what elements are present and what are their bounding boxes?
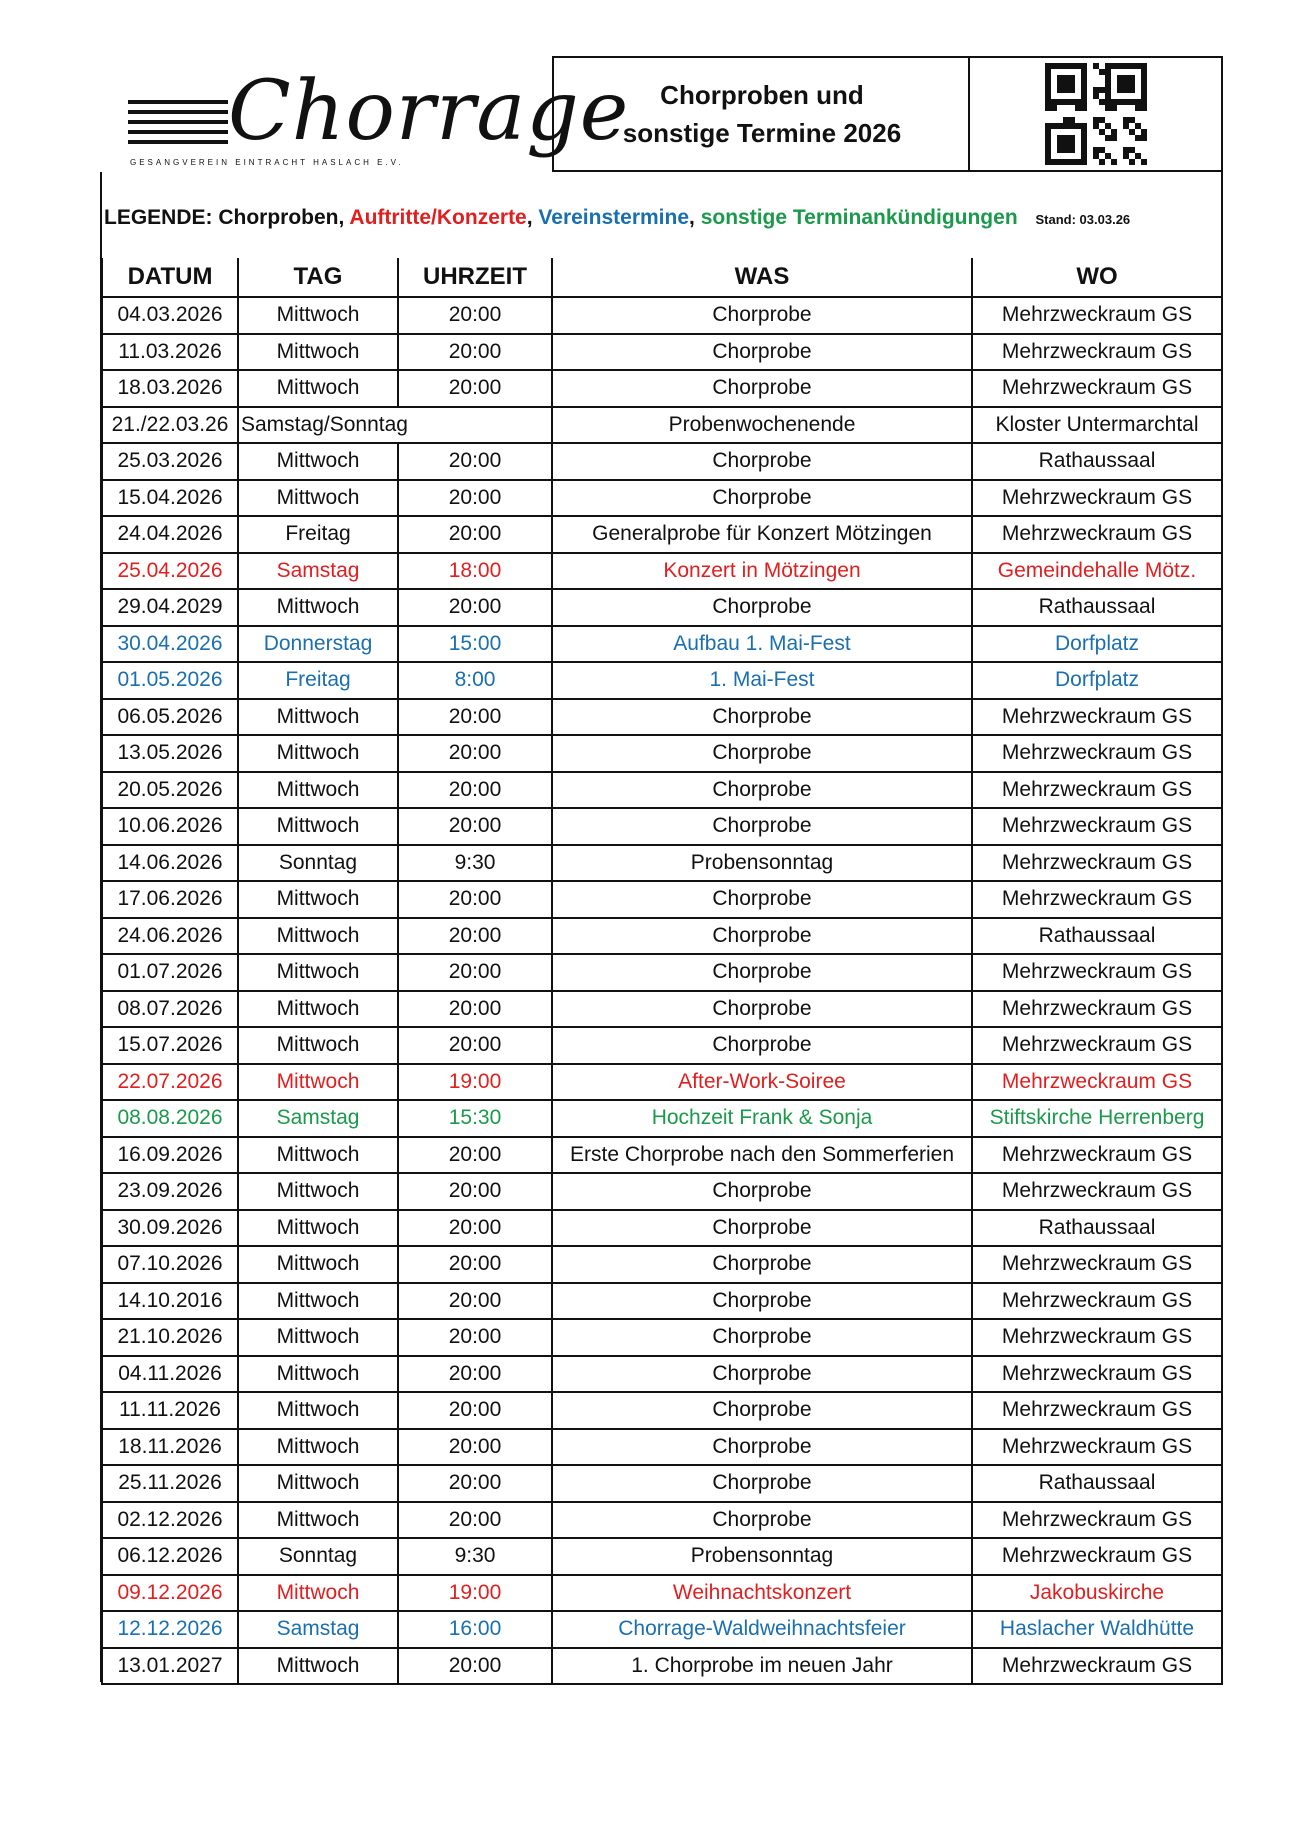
cell-wo: Rathaussaal: [972, 443, 1222, 480]
table-row: [102, 1027, 1222, 1064]
cell-tag: Mittwoch: [238, 918, 398, 955]
table-row: [102, 772, 1222, 809]
table-row: [102, 662, 1222, 699]
cell-tag: Mittwoch: [238, 297, 398, 334]
cell-wo: Mehrzweckraum GS: [972, 1283, 1222, 1320]
cell-was: Chorprobe: [552, 370, 972, 407]
table-row: [102, 1392, 1222, 1429]
table-row: [102, 1575, 1222, 1612]
cell-was: Chorprobe: [552, 991, 972, 1028]
cell-datum: 23.09.2026: [102, 1173, 238, 1210]
table-row: [102, 699, 1222, 736]
table-row: [102, 480, 1222, 517]
table-row: [102, 1064, 1222, 1101]
cell-uhrzeit: 20:00: [398, 1502, 552, 1539]
cell-datum: 14.06.2026: [102, 845, 238, 882]
title-line-2: sonstige Termine 2026: [622, 118, 902, 148]
cell-tag: Mittwoch: [238, 1246, 398, 1283]
cell-was: Chorprobe: [552, 1319, 972, 1356]
cell-tag: Sonntag: [238, 845, 398, 882]
cell-was: Chorprobe: [552, 954, 972, 991]
table-row: [102, 516, 1222, 553]
cell-uhrzeit: 20:00: [398, 1137, 552, 1174]
cell-was: After-Work-Soiree: [552, 1064, 972, 1101]
cell-datum: 25.03.2026: [102, 443, 238, 480]
cell-datum: 06.12.2026: [102, 1538, 238, 1575]
title-line-1: Chorproben und: [660, 80, 864, 110]
cell-was: Chorprobe: [552, 1210, 972, 1247]
cell-datum: 12.12.2026: [102, 1611, 238, 1648]
table-row: [102, 1648, 1222, 1685]
legend-chorproben: Chorproben: [218, 206, 339, 229]
table-row: [102, 370, 1222, 407]
cell-wo: Mehrzweckraum GS: [972, 1246, 1222, 1283]
cell-uhrzeit: 20:00: [398, 735, 552, 772]
cell-was: Probensonntag: [552, 1538, 972, 1575]
cell-tag: Mittwoch: [238, 1356, 398, 1393]
cell-uhrzeit: 20:00: [398, 1648, 552, 1685]
table-row: [102, 334, 1222, 371]
cell-was: Hochzeit Frank & Sonja: [552, 1100, 972, 1137]
header-datum: DATUM: [102, 258, 238, 297]
cell-datum: 25.11.2026: [102, 1465, 238, 1502]
cell-datum: 18.03.2026: [102, 370, 238, 407]
cell-datum: 14.10.2016: [102, 1283, 238, 1320]
cell-datum: 01.05.2026: [102, 662, 238, 699]
table-row: [102, 1356, 1222, 1393]
cell-was: 1. Mai-Fest: [552, 662, 972, 699]
cell-wo: Mehrzweckraum GS: [972, 1319, 1222, 1356]
header-was: WAS: [552, 258, 972, 297]
cell-uhrzeit: 16:00: [398, 1611, 552, 1648]
cell-uhrzeit: 19:00: [398, 1064, 552, 1101]
table-row: [102, 1100, 1222, 1137]
cell-datum: 20.05.2026: [102, 772, 238, 809]
cell-tag: Mittwoch: [238, 881, 398, 918]
cell-wo: Mehrzweckraum GS: [972, 1648, 1222, 1685]
table-row: [102, 735, 1222, 772]
cell-datum: 21.10.2026: [102, 1319, 238, 1356]
qr-box: [968, 56, 1223, 172]
table-row: [102, 553, 1222, 590]
cell-tag: Samstag/Sonntag: [238, 407, 552, 444]
table-row: [102, 1429, 1222, 1466]
cell-was: Chorrage-Waldweihnachtsfeier: [552, 1611, 972, 1648]
qr-code-icon[interactable]: [1045, 63, 1147, 165]
table-row: [102, 589, 1222, 626]
cell-tag: Mittwoch: [238, 589, 398, 626]
cell-datum: 18.11.2026: [102, 1429, 238, 1466]
cell-tag: Samstag: [238, 1100, 398, 1137]
cell-uhrzeit: 20:00: [398, 1392, 552, 1429]
cell-tag: Mittwoch: [238, 1465, 398, 1502]
cell-uhrzeit: 20:00: [398, 1246, 552, 1283]
cell-was: Chorprobe: [552, 1173, 972, 1210]
cell-tag: Mittwoch: [238, 334, 398, 371]
table-row: [102, 1246, 1222, 1283]
cell-wo: Mehrzweckraum GS: [972, 991, 1222, 1028]
cell-wo: Jakobuskirche: [972, 1575, 1222, 1612]
cell-uhrzeit: 20:00: [398, 1429, 552, 1466]
table-row: [102, 1465, 1222, 1502]
cell-datum: 07.10.2026: [102, 1246, 238, 1283]
cell-uhrzeit: 9:30: [398, 845, 552, 882]
cell-datum: 24.04.2026: [102, 516, 238, 553]
cell-was: Probenwochenende: [552, 407, 972, 444]
cell-tag: Mittwoch: [238, 1173, 398, 1210]
cell-wo: Mehrzweckraum GS: [972, 1356, 1222, 1393]
cell-tag: Freitag: [238, 516, 398, 553]
table-row: [102, 443, 1222, 480]
cell-was: Generalprobe für Konzert Mötzingen: [552, 516, 972, 553]
cell-tag: Sonntag: [238, 1538, 398, 1575]
table-row: [102, 1538, 1222, 1575]
cell-was: Weihnachtskonzert: [552, 1575, 972, 1612]
cell-wo: Dorfplatz: [972, 626, 1222, 663]
cell-wo: Mehrzweckraum GS: [972, 1392, 1222, 1429]
cell-wo: Mehrzweckraum GS: [972, 480, 1222, 517]
table-row: [102, 1283, 1222, 1320]
table-row: [102, 991, 1222, 1028]
cell-uhrzeit: 18:00: [398, 553, 552, 590]
logo-subtitle: GESANGVEREIN EINTRACHT HASLACH E.V.: [130, 158, 404, 167]
cell-wo: Rathaussaal: [972, 1465, 1222, 1502]
cell-wo: Mehrzweckraum GS: [972, 1429, 1222, 1466]
cell-tag: Mittwoch: [238, 735, 398, 772]
header-uhrzeit: UHRZEIT: [398, 258, 552, 297]
cell-tag: Freitag: [238, 662, 398, 699]
cell-was: Chorprobe: [552, 589, 972, 626]
cell-was: Chorprobe: [552, 443, 972, 480]
table-row: [102, 1137, 1222, 1174]
cell-tag: Mittwoch: [238, 772, 398, 809]
cell-wo: Dorfplatz: [972, 662, 1222, 699]
table-row: [102, 845, 1222, 882]
table-row: [102, 881, 1222, 918]
cell-wo: Stiftskirche Herrenberg: [972, 1100, 1222, 1137]
table-row: [102, 1210, 1222, 1247]
cell-tag: Mittwoch: [238, 1137, 398, 1174]
cell-datum: 08.08.2026: [102, 1100, 238, 1137]
cell-wo: Haslacher Waldhütte: [972, 1611, 1222, 1648]
cell-uhrzeit: 20:00: [398, 1173, 552, 1210]
table-row: [102, 1173, 1222, 1210]
cell-wo: Kloster Untermarchtal: [972, 407, 1222, 444]
cell-datum: 09.12.2026: [102, 1575, 238, 1612]
cell-datum: 15.04.2026: [102, 480, 238, 517]
cell-wo: Rathaussaal: [972, 1210, 1222, 1247]
cell-uhrzeit: 20:00: [398, 480, 552, 517]
cell-tag: Mittwoch: [238, 699, 398, 736]
cell-uhrzeit: 20:00: [398, 1027, 552, 1064]
cell-tag: Samstag: [238, 553, 398, 590]
cell-uhrzeit: 15:00: [398, 626, 552, 663]
legend: LEGENDE: Chorproben, Auftritte/Konzerte, Vereinstermine, sonstige Terminankündigungen Stand: 03.03.26: [104, 206, 1131, 229]
cell-wo: Mehrzweckraum GS: [972, 1538, 1222, 1575]
cell-uhrzeit: 20:00: [398, 699, 552, 736]
cell-uhrzeit: 20:00: [398, 1319, 552, 1356]
cell-uhrzeit: 20:00: [398, 443, 552, 480]
cell-datum: 13.05.2026: [102, 735, 238, 772]
cell-datum: 25.04.2026: [102, 553, 238, 590]
cell-wo: Mehrzweckraum GS: [972, 772, 1222, 809]
cell-wo: Mehrzweckraum GS: [972, 881, 1222, 918]
table-row: [102, 626, 1222, 663]
cell-uhrzeit: 19:00: [398, 1575, 552, 1612]
cell-wo: Mehrzweckraum GS: [972, 1027, 1222, 1064]
cell-tag: Mittwoch: [238, 808, 398, 845]
cell-was: Chorprobe: [552, 918, 972, 955]
cell-uhrzeit: 20:00: [398, 881, 552, 918]
cell-uhrzeit: 8:00: [398, 662, 552, 699]
stand-date: Stand: 03.03.26: [1035, 212, 1131, 227]
legend-vereinstermine: Vereinstermine: [538, 206, 690, 229]
cell-datum: 06.05.2026: [102, 699, 238, 736]
cell-wo: Mehrzweckraum GS: [972, 699, 1222, 736]
cell-tag: Mittwoch: [238, 1283, 398, 1320]
cell-uhrzeit: 20:00: [398, 1465, 552, 1502]
cell-was: Chorprobe: [552, 808, 972, 845]
table-row: [102, 954, 1222, 991]
cell-was: Chorprobe: [552, 1283, 972, 1320]
table-row: [102, 808, 1222, 845]
cell-datum: 24.06.2026: [102, 918, 238, 955]
cell-datum: 30.09.2026: [102, 1210, 238, 1247]
cell-uhrzeit: 15:30: [398, 1100, 552, 1137]
cell-wo: Mehrzweckraum GS: [972, 808, 1222, 845]
cell-tag: Samstag: [238, 1611, 398, 1648]
cell-datum: 01.07.2026: [102, 954, 238, 991]
cell-datum: 08.07.2026: [102, 991, 238, 1028]
cell-was: Probensonntag: [552, 845, 972, 882]
cell-was: Chorprobe: [552, 297, 972, 334]
cell-wo: Gemeindehalle Mötz.: [972, 553, 1222, 590]
chorrage-logo: [128, 62, 630, 172]
cell-datum: 10.06.2026: [102, 808, 238, 845]
cell-was: Chorprobe: [552, 1246, 972, 1283]
cell-tag: Mittwoch: [238, 1319, 398, 1356]
cell-was: Chorprobe: [552, 334, 972, 371]
legend-prefix: LEGENDE:: [104, 206, 213, 229]
cell-uhrzeit: 20:00: [398, 334, 552, 371]
cell-datum: 30.04.2026: [102, 626, 238, 663]
cell-datum: 04.11.2026: [102, 1356, 238, 1393]
cell-uhrzeit: 20:00: [398, 808, 552, 845]
cell-wo: Mehrzweckraum GS: [972, 516, 1222, 553]
cell-was: Chorprobe: [552, 772, 972, 809]
cell-wo: Mehrzweckraum GS: [972, 1502, 1222, 1539]
cell-wo: Mehrzweckraum GS: [972, 1137, 1222, 1174]
cell-was: Aufbau 1. Mai-Fest: [552, 626, 972, 663]
cell-uhrzeit: 20:00: [398, 772, 552, 809]
header-tag: TAG: [238, 258, 398, 297]
cell-tag: Mittwoch: [238, 370, 398, 407]
logo-lines: [128, 100, 228, 150]
cell-tag: Mittwoch: [238, 480, 398, 517]
cell-wo: Mehrzweckraum GS: [972, 297, 1222, 334]
logo-wordmark: Chorrage: [228, 64, 630, 159]
cell-was: Chorprobe: [552, 1356, 972, 1393]
cell-datum: 04.03.2026: [102, 297, 238, 334]
table-row: [102, 1319, 1222, 1356]
cell-datum: 13.01.2027: [102, 1648, 238, 1685]
cell-uhrzeit: 9:30: [398, 1538, 552, 1575]
cell-uhrzeit: 20:00: [398, 370, 552, 407]
cell-was: Chorprobe: [552, 1392, 972, 1429]
cell-uhrzeit: 20:00: [398, 1283, 552, 1320]
cell-uhrzeit: 20:00: [398, 589, 552, 626]
table-header-row: [102, 258, 1222, 297]
cell-wo: Mehrzweckraum GS: [972, 954, 1222, 991]
cell-tag: Donnerstag: [238, 626, 398, 663]
cell-datum: 29.04.2029: [102, 589, 238, 626]
cell-was: Chorprobe: [552, 1465, 972, 1502]
cell-uhrzeit: 20:00: [398, 991, 552, 1028]
cell-uhrzeit: 20:00: [398, 954, 552, 991]
cell-wo: Mehrzweckraum GS: [972, 334, 1222, 371]
schedule-table: [101, 258, 1223, 1685]
cell-uhrzeit: 20:00: [398, 297, 552, 334]
cell-datum: 16.09.2026: [102, 1137, 238, 1174]
cell-wo: Mehrzweckraum GS: [972, 1064, 1222, 1101]
cell-wo: Mehrzweckraum GS: [972, 845, 1222, 882]
cell-tag: Mittwoch: [238, 1392, 398, 1429]
cell-datum: 11.03.2026: [102, 334, 238, 371]
cell-datum: 11.11.2026: [102, 1392, 238, 1429]
cell-tag: Mittwoch: [238, 1027, 398, 1064]
cell-wo: Rathaussaal: [972, 589, 1222, 626]
cell-uhrzeit: 20:00: [398, 516, 552, 553]
cell-datum: 02.12.2026: [102, 1502, 238, 1539]
cell-tag: Mittwoch: [238, 1648, 398, 1685]
cell-uhrzeit: 20:00: [398, 918, 552, 955]
cell-tag: Mittwoch: [238, 443, 398, 480]
cell-wo: Mehrzweckraum GS: [972, 370, 1222, 407]
cell-was: Konzert in Mötzingen: [552, 553, 972, 590]
header-wo: WO: [972, 258, 1222, 297]
cell-datum: 22.07.2026: [102, 1064, 238, 1101]
title-box: [552, 56, 970, 172]
table-row: [102, 1611, 1222, 1648]
cell-was: Chorprobe: [552, 1502, 972, 1539]
cell-was: Chorprobe: [552, 881, 972, 918]
cell-datum: 15.07.2026: [102, 1027, 238, 1064]
cell-was: Chorprobe: [552, 480, 972, 517]
table-row: [102, 1502, 1222, 1539]
cell-was: Erste Chorprobe nach den Sommerferien: [552, 1137, 972, 1174]
legend-auftritte: Auftritte/Konzerte: [349, 206, 527, 229]
cell-tag: Mittwoch: [238, 1502, 398, 1539]
cell-wo: Rathaussaal: [972, 918, 1222, 955]
cell-tag: Mittwoch: [238, 1429, 398, 1466]
cell-datum: 17.06.2026: [102, 881, 238, 918]
cell-was: Chorprobe: [552, 699, 972, 736]
cell-tag: Mittwoch: [238, 1210, 398, 1247]
cell-was: Chorprobe: [552, 1027, 972, 1064]
cell-uhrzeit: 20:00: [398, 1356, 552, 1393]
legend-sonstige: sonstige Terminankündigungen: [700, 206, 1018, 229]
cell-tag: Mittwoch: [238, 1575, 398, 1612]
cell-wo: Mehrzweckraum GS: [972, 1173, 1222, 1210]
cell-tag: Mittwoch: [238, 1064, 398, 1101]
cell-wo: Mehrzweckraum GS: [972, 735, 1222, 772]
cell-tag: Mittwoch: [238, 954, 398, 991]
cell-tag: Mittwoch: [238, 991, 398, 1028]
cell-uhrzeit: 20:00: [398, 1210, 552, 1247]
cell-was: Chorprobe: [552, 735, 972, 772]
cell-was: 1. Chorprobe im neuen Jahr: [552, 1648, 972, 1685]
table-row: [102, 297, 1222, 334]
cell-was: Chorprobe: [552, 1429, 972, 1466]
table-row: [102, 407, 1222, 444]
table-row: [102, 918, 1222, 955]
cell-datum: 21./22.03.26: [102, 407, 238, 444]
